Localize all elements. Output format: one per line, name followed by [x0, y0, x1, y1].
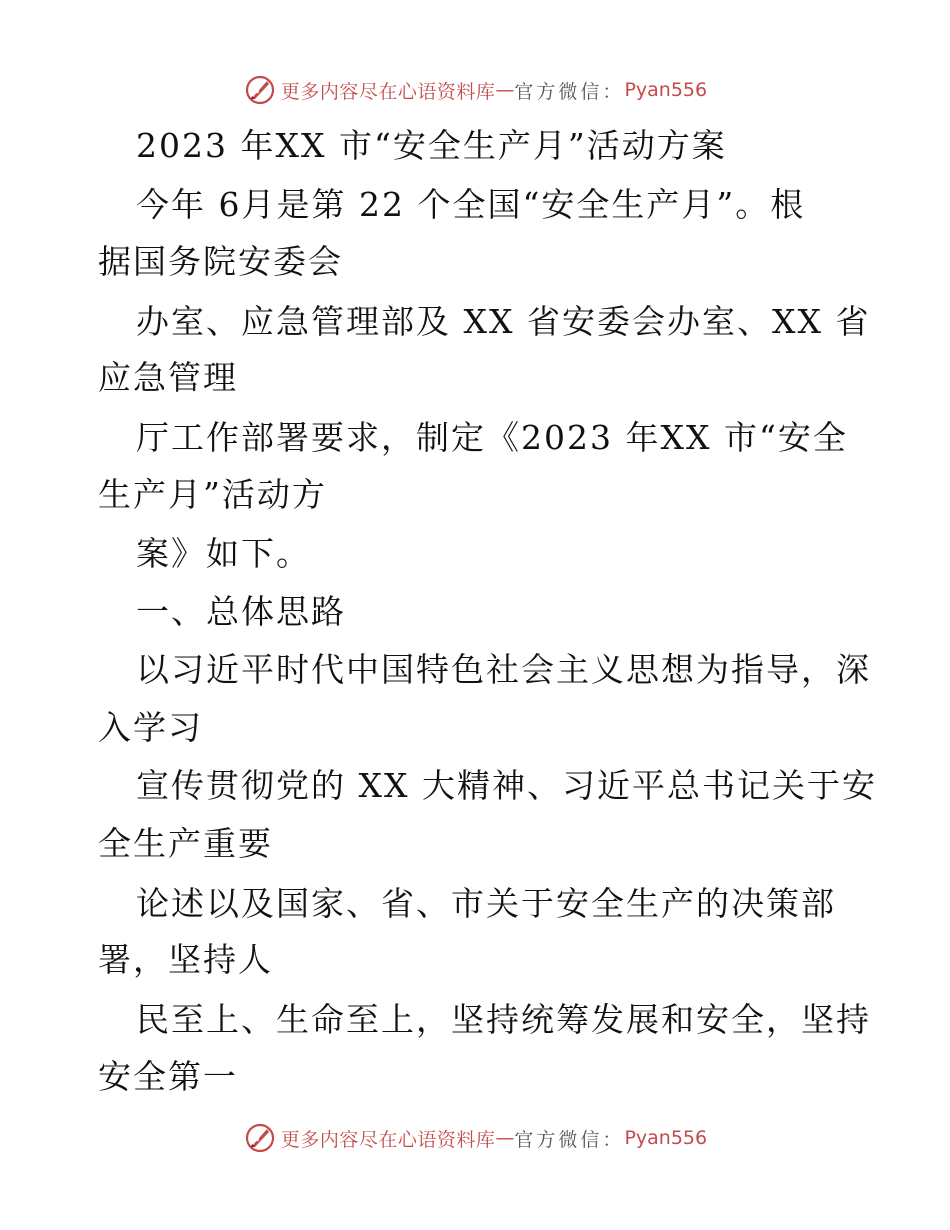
- watermark-separator: —: [495, 79, 515, 101]
- paragraph-line: 宣传贯彻党的 XX 大精神、习近平总书记关于安: [136, 766, 877, 805]
- paragraph-line: 入学习: [98, 708, 203, 747]
- watermark-separator: —: [495, 1127, 515, 1149]
- watermark-wechat-label: 官方微信：: [514, 1128, 625, 1151]
- watermark-text: 更多内容尽在心语资料库: [280, 1128, 496, 1151]
- watermark-header: [0, 70, 950, 110]
- paragraph-line: 今年 6月是第 22 个全国“安全生产月”。根: [136, 185, 806, 224]
- paragraph-line: 民至上、生命至上，坚持统筹发展和安全，坚持: [136, 1000, 871, 1039]
- paragraph-line: 厅工作部署要求，制定《2023 年XX 市“安全: [136, 418, 848, 457]
- paragraph-line: 生产月”活动方: [98, 475, 327, 514]
- paragraph-line: 据国务院安委会: [98, 242, 343, 281]
- watermark-text: 更多内容尽在心语资料库: [280, 80, 496, 103]
- paragraph-line: 署，坚持人: [98, 940, 273, 979]
- watermark-wechat-label: 官方微信：: [514, 80, 625, 103]
- paragraph-line: 办室、应急管理部及 XX 省安委会办室、XX 省: [136, 302, 871, 341]
- quill-logo-icon: [243, 1121, 277, 1155]
- watermark-footer: [0, 1118, 950, 1158]
- document-title: 2023 年XX 市“安全生产月”活动方案: [136, 126, 727, 165]
- paragraph-line: 全生产重要: [98, 824, 273, 863]
- quill-logo-icon: [243, 73, 277, 107]
- paragraph-line: 案》如下。: [136, 534, 311, 573]
- paragraph-line: 安全第一: [98, 1057, 238, 1096]
- section-heading: 一、总体思路: [136, 592, 346, 631]
- paragraph-line: 以习近平时代中国特色社会主义思想为指导，深: [136, 650, 871, 689]
- paragraph-line: 论述以及国家、省、市关于安全生产的决策部: [136, 884, 836, 923]
- paragraph-line: 应急管理: [98, 358, 238, 397]
- watermark-wechat-id: Pyan556: [624, 79, 708, 101]
- watermark-wechat-id: Pyan556: [624, 1127, 708, 1149]
